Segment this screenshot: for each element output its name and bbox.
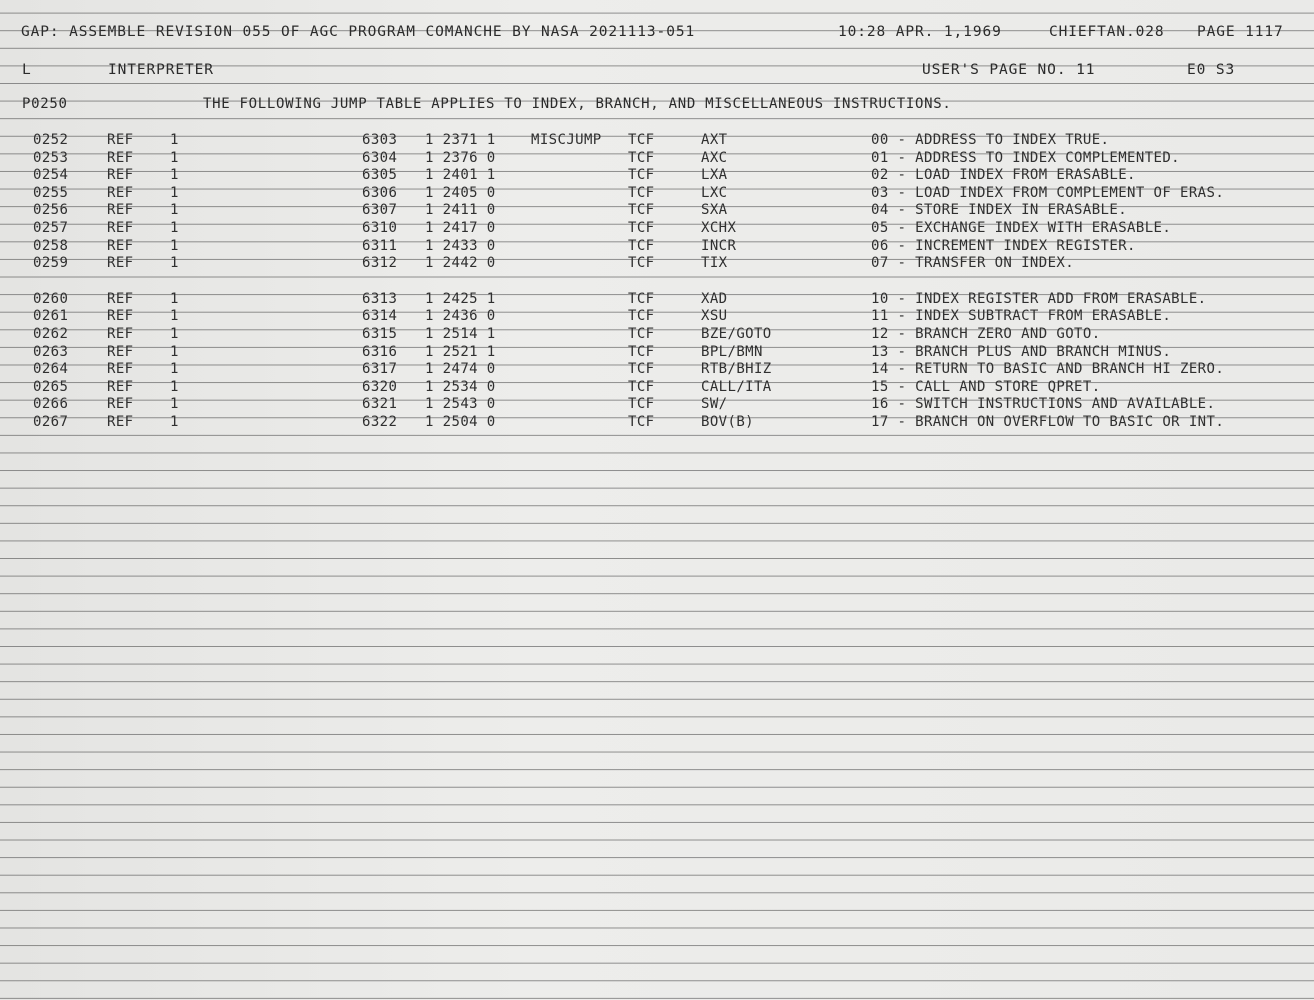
row-ref: REF	[107, 361, 134, 378]
table-row	[0, 290, 1314, 308]
row-address: 1 2371 1	[425, 132, 496, 148]
row-ref-number: 1	[170, 378, 179, 395]
row-address: 1 2534 0	[425, 378, 496, 395]
row-location: 6306	[362, 184, 398, 201]
row-ref-number: 1	[170, 149, 179, 166]
row-operand: BPL/BMN	[701, 343, 763, 360]
row-comment: 06 - INCREMENT INDEX REGISTER.	[871, 237, 1136, 254]
row-location: 6303	[362, 132, 398, 148]
row-opcode: TCF	[628, 326, 655, 342]
row-opcode: TCF	[628, 202, 655, 219]
row-location: 6321	[362, 396, 398, 413]
row-opcode: TCF	[628, 132, 655, 148]
row-ref-number: 1	[170, 132, 179, 148]
table-row	[0, 131, 1314, 149]
row-operand: BZE/GOTO	[701, 326, 772, 342]
section-name: INTERPRETER	[108, 62, 214, 78]
table-row	[0, 149, 1314, 167]
row-sequence: 0255	[33, 184, 69, 201]
row-comment: 04 - STORE INDEX IN ERASABLE.	[871, 202, 1128, 219]
row-ref: REF	[107, 396, 134, 413]
note-line	[0, 95, 1314, 113]
row-opcode: TCF	[628, 308, 655, 325]
row-operand: XAD	[701, 290, 728, 307]
row-ref: REF	[107, 167, 134, 184]
row-operand: AXC	[701, 149, 728, 166]
row-address: 1 2521 1	[425, 343, 496, 360]
row-ref: REF	[107, 255, 134, 272]
row-ref: REF	[107, 132, 134, 148]
row-comment: 00 - ADDRESS TO INDEX TRUE.	[871, 132, 1110, 148]
row-opcode: TCF	[628, 220, 655, 236]
row-operand: LXA	[701, 167, 728, 184]
row-location: 6313	[362, 290, 398, 307]
row-address: 1 2433 0	[425, 237, 496, 254]
row-address: 1 2411 0	[425, 202, 496, 219]
row-comment: 16 - SWITCH INSTRUCTIONS AND AVAILABLE.	[871, 396, 1216, 413]
row-ref-number: 1	[170, 202, 179, 219]
row-sequence: 0262	[33, 326, 69, 342]
row-address: 1 2436 0	[425, 308, 496, 325]
header-line	[0, 23, 1314, 41]
row-ref-number: 1	[170, 220, 179, 236]
row-operand: XSU	[701, 308, 728, 325]
row-comment: 11 - INDEX SUBTRACT FROM ERASABLE.	[871, 308, 1172, 325]
row-ref-number: 1	[170, 255, 179, 272]
row-address: 1 2401 1	[425, 167, 496, 184]
header-job: CHIEFTAN.028	[1049, 24, 1165, 40]
row-location: 6314	[362, 308, 398, 325]
row-comment: 10 - INDEX REGISTER ADD FROM ERASABLE.	[871, 290, 1207, 307]
user-page-number: USER'S PAGE NO. 11	[922, 62, 1096, 78]
row-sequence: 0267	[33, 414, 69, 430]
row-address: 1 2543 0	[425, 396, 496, 413]
table-row	[0, 360, 1314, 378]
row-ref: REF	[107, 149, 134, 166]
row-address: 1 2504 0	[425, 414, 496, 430]
row-opcode: TCF	[628, 255, 655, 272]
row-location: 6322	[362, 414, 398, 430]
row-ref: REF	[107, 184, 134, 201]
row-operand: SW/	[701, 396, 728, 413]
row-opcode: TCF	[628, 237, 655, 254]
row-opcode: TCF	[628, 167, 655, 184]
row-operand: RTB/BHIZ	[701, 361, 772, 378]
row-sequence: 0263	[33, 343, 69, 360]
row-sequence: 0252	[33, 132, 69, 148]
row-opcode: TCF	[628, 290, 655, 307]
row-ref: REF	[107, 202, 134, 219]
row-ref: REF	[107, 290, 134, 307]
row-location: 6304	[362, 149, 398, 166]
table-row	[0, 325, 1314, 343]
row-ref-number: 1	[170, 290, 179, 307]
row-address: 1 2474 0	[425, 361, 496, 378]
row-operand: SXA	[701, 202, 728, 219]
row-operand: CALL/ITA	[701, 378, 772, 395]
row-operand: AXT	[701, 132, 728, 148]
row-comment: 12 - BRANCH ZERO AND GOTO.	[871, 326, 1101, 342]
row-opcode: TCF	[628, 149, 655, 166]
row-sequence: 0264	[33, 361, 69, 378]
row-location: 6311	[362, 237, 398, 254]
row-sequence: 0261	[33, 308, 69, 325]
row-opcode: TCF	[628, 361, 655, 378]
row-sequence: 0259	[33, 255, 69, 272]
row-ref-number: 1	[170, 396, 179, 413]
row-ref-number: 1	[170, 167, 179, 184]
table-row	[0, 413, 1314, 431]
row-address: 1 2405 0	[425, 184, 496, 201]
row-sequence: 0253	[33, 149, 69, 166]
row-location: 6307	[362, 202, 398, 219]
row-sequence: 0265	[33, 378, 69, 395]
table-row	[0, 307, 1314, 325]
row-ref: REF	[107, 237, 134, 254]
row-location: 6320	[362, 378, 398, 395]
table-row	[0, 395, 1314, 413]
header-datetime: 10:28 APR. 1,1969	[838, 24, 1002, 40]
row-location: 6317	[362, 361, 398, 378]
row-operand: TIX	[701, 255, 728, 272]
row-comment: 15 - CALL AND STORE QPRET.	[871, 378, 1101, 395]
row-sequence: 0254	[33, 167, 69, 184]
table-row	[0, 219, 1314, 237]
row-ref: REF	[107, 326, 134, 342]
row-comment: 01 - ADDRESS TO INDEX COMPLEMENTED.	[871, 149, 1181, 166]
row-address: 1 2514 1	[425, 326, 496, 342]
row-ref: REF	[107, 308, 134, 325]
row-sequence: 0266	[33, 396, 69, 413]
row-address: 1 2442 0	[425, 255, 496, 272]
row-opcode: TCF	[628, 396, 655, 413]
row-comment: 17 - BRANCH ON OVERFLOW TO BASIC OR INT.	[871, 414, 1225, 430]
row-address: 1 2417 0	[425, 220, 496, 236]
row-ref-number: 1	[170, 414, 179, 430]
row-ref: REF	[107, 343, 134, 360]
row-comment: 02 - LOAD INDEX FROM ERASABLE.	[871, 167, 1136, 184]
row-sequence: 0257	[33, 220, 69, 236]
row-comment: 14 - RETURN TO BASIC AND BRANCH HI ZERO.	[871, 361, 1225, 378]
row-operand: XCHX	[701, 220, 737, 236]
note-sequence: P0250	[22, 96, 68, 112]
table-row	[0, 166, 1314, 184]
row-comment: 07 - TRANSFER ON INDEX.	[871, 255, 1075, 272]
row-sequence: 0256	[33, 202, 69, 219]
table-row	[0, 201, 1314, 219]
row-operand: BOV(B)	[701, 414, 754, 430]
row-comment: 05 - EXCHANGE INDEX WITH ERASABLE.	[871, 220, 1172, 236]
table-row	[0, 378, 1314, 396]
row-ref-number: 1	[170, 326, 179, 342]
row-comment: 03 - LOAD INDEX FROM COMPLEMENT OF ERAS.	[871, 184, 1225, 201]
subheader-line	[0, 61, 1314, 79]
table-row	[0, 184, 1314, 202]
header-page-number: PAGE 1117	[1197, 24, 1284, 40]
row-ref-number: 1	[170, 184, 179, 201]
row-comment: 13 - BRANCH PLUS AND BRANCH MINUS.	[871, 343, 1172, 360]
row-opcode: TCF	[628, 184, 655, 201]
row-ref-number: 1	[170, 308, 179, 325]
header-title: GAP: ASSEMBLE REVISION 055 OF AGC PROGRAM COMANCHE BY NASA 2021113-051	[21, 24, 696, 40]
row-ref: REF	[107, 220, 134, 236]
row-location: 6316	[362, 343, 398, 360]
table-row	[0, 343, 1314, 361]
row-address: 1 2376 0	[425, 149, 496, 166]
row-opcode: TCF	[628, 378, 655, 395]
row-location: 6310	[362, 220, 398, 236]
row-label: MISCJUMP	[531, 132, 602, 148]
listing-type: L	[22, 62, 32, 78]
row-operand: INCR	[701, 237, 737, 254]
row-ref-number: 1	[170, 361, 179, 378]
table-row	[0, 237, 1314, 255]
row-location: 6305	[362, 167, 398, 184]
row-location: 6312	[362, 255, 398, 272]
row-ref-number: 1	[170, 237, 179, 254]
table-row	[0, 254, 1314, 272]
row-opcode: TCF	[628, 414, 655, 430]
row-location: 6315	[362, 326, 398, 342]
row-ref-number: 1	[170, 343, 179, 360]
sheet-code: E0 S3	[1187, 62, 1236, 78]
row-operand: LXC	[701, 184, 728, 201]
note-text: THE FOLLOWING JUMP TABLE APPLIES TO INDEX, BRANCH, AND MISCELLANEOUS INSTRUCTIONS.	[203, 96, 952, 112]
row-ref: REF	[107, 414, 134, 430]
row-ref: REF	[107, 378, 134, 395]
row-sequence: 0260	[33, 290, 69, 307]
row-opcode: TCF	[628, 343, 655, 360]
row-address: 1 2425 1	[425, 290, 496, 307]
row-sequence: 0258	[33, 237, 69, 254]
